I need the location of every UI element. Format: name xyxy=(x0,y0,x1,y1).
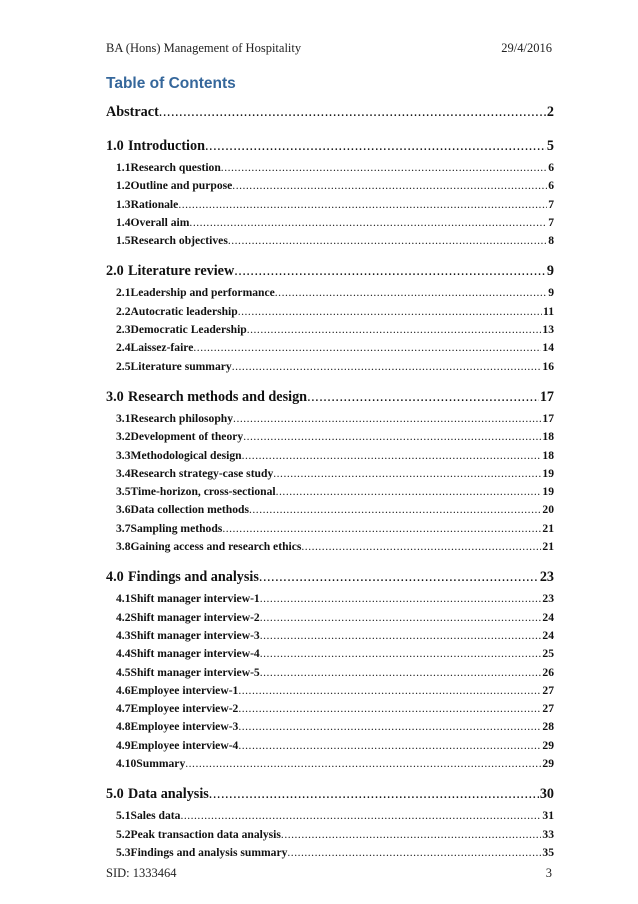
toc-entry-title: Democratic Leadership xyxy=(130,323,247,337)
toc-section-entry[interactable] xyxy=(106,263,554,286)
toc-dot-leader xyxy=(281,828,541,841)
toc-subsection-entry[interactable] xyxy=(106,611,554,629)
toc-entry-page: 26 xyxy=(542,665,554,679)
toc-subsection-entry[interactable] xyxy=(106,286,554,304)
toc-dot-leader xyxy=(178,198,547,211)
toc-entry-page: 25 xyxy=(542,647,554,661)
toc-dot-leader xyxy=(193,341,541,354)
toc-entry-title: Research objectives xyxy=(130,234,228,248)
toc-section xyxy=(106,138,554,252)
toc-entry-title: Data analysis xyxy=(127,786,209,803)
toc-dot-leader xyxy=(273,467,541,480)
toc-entry-page: 33 xyxy=(542,827,554,841)
toc-entry-page: 28 xyxy=(542,720,554,734)
header-date: 29/4/2016 xyxy=(501,41,552,55)
toc-entry-number: 4.9 xyxy=(116,738,131,752)
toc-entry-number: 3.0 xyxy=(106,388,124,405)
toc-entry-number: 2.3 xyxy=(116,323,131,337)
toc-dot-leader xyxy=(222,522,541,535)
toc-section xyxy=(106,104,554,127)
toc-entry-title: Introduction xyxy=(127,138,205,154)
toc-subsection-entry[interactable] xyxy=(106,198,554,216)
toc-section-entry[interactable] xyxy=(106,389,554,412)
toc-subsection-entry[interactable] xyxy=(106,666,554,684)
toc-entry-number: 1.0 xyxy=(106,138,124,154)
toc-section xyxy=(106,389,554,558)
toc-dot-leader xyxy=(242,449,542,462)
toc-section xyxy=(106,786,554,864)
toc-entry-title: Abstract xyxy=(106,104,159,120)
toc-entry-page: 23 xyxy=(542,592,554,606)
toc-entry-page: 14 xyxy=(542,341,554,355)
toc-entry-title: Employee interview-1 xyxy=(130,683,239,697)
toc-entry-page: 21 xyxy=(542,540,554,554)
toc-entry-page: 9 xyxy=(546,263,554,280)
toc-dot-leader xyxy=(243,430,541,443)
toc-entry-number: 3.6 xyxy=(116,503,131,517)
toc-subsection-entry[interactable] xyxy=(106,757,554,775)
toc-entry-number: 2.4 xyxy=(116,341,131,355)
toc-entry-page: 24 xyxy=(542,610,554,624)
toc-entry-number: 4.3 xyxy=(116,628,131,642)
toc-entry-title: Research methods and design xyxy=(127,388,308,405)
toc-section-entry[interactable] xyxy=(106,569,554,592)
toc-entry-number: 3.3 xyxy=(116,448,131,462)
toc-dot-leader xyxy=(260,611,542,624)
toc-entry-number: 4.1 xyxy=(116,592,131,606)
toc-entry-title: Sales data xyxy=(130,809,181,823)
toc-entry-number: 3.7 xyxy=(116,521,131,535)
toc-entry-title: Development of theory xyxy=(130,430,244,444)
page-header xyxy=(106,41,552,56)
toc-entry-page: 13 xyxy=(542,323,554,337)
toc-dot-leader xyxy=(233,412,541,425)
toc-entry-page: 9 xyxy=(548,286,554,300)
toc-entry-page: 23 xyxy=(539,569,554,586)
toc-entry-number: 2.2 xyxy=(116,304,131,318)
toc-subsection-entry[interactable] xyxy=(106,179,554,197)
toc-entry-title: Summary xyxy=(136,757,186,771)
toc-entry-page: 27 xyxy=(542,683,554,697)
toc-subsection-entry[interactable] xyxy=(106,522,554,540)
toc-entry-title: Findings and analysis summary xyxy=(130,845,288,859)
toc-dot-leader xyxy=(234,263,546,280)
toc-dot-leader xyxy=(260,629,542,642)
toc-dot-leader xyxy=(259,569,539,586)
toc-entry-page: 17 xyxy=(542,411,554,425)
footer-student-id: SID: 1333464 xyxy=(106,866,177,880)
toc-heading: Table of Contents xyxy=(106,75,236,92)
toc-subsection-entry[interactable] xyxy=(106,216,554,234)
toc-subsection-entry[interactable] xyxy=(106,846,554,864)
toc-entry-number: 5.0 xyxy=(106,786,124,803)
toc-entry-page: 6 xyxy=(548,161,554,174)
toc-entry-title: Research question xyxy=(130,161,221,174)
toc-dot-leader xyxy=(307,389,539,406)
toc-entry-number: 4.0 xyxy=(106,569,124,586)
footer-page-number: 3 xyxy=(545,866,552,880)
toc-entry-page: 27 xyxy=(542,702,554,716)
toc-entry-number: 5.1 xyxy=(116,809,131,823)
toc-subsection-entry[interactable] xyxy=(106,702,554,720)
toc-section xyxy=(106,263,554,377)
toc-subsection-entry[interactable] xyxy=(106,647,554,665)
toc-dot-leader xyxy=(185,757,541,770)
toc-entry-title: Autocratic leadership xyxy=(130,304,238,318)
toc-entry-title: Research philosophy xyxy=(130,411,234,425)
toc-dot-leader xyxy=(260,647,542,660)
toc-subsection-entry[interactable] xyxy=(106,720,554,738)
toc-entry-number: 4.6 xyxy=(116,683,131,697)
toc-entry-number: 2.1 xyxy=(116,286,131,300)
toc-entry-title: Leadership and performance xyxy=(130,286,275,300)
toc-entry-title: Methodological design xyxy=(130,448,242,462)
toc-entry-number: 4.2 xyxy=(116,610,131,624)
toc-dot-leader xyxy=(221,161,547,174)
toc-entry-title: Findings and analysis xyxy=(127,569,259,586)
toc-entry-number: 2.5 xyxy=(116,359,131,373)
toc-entry-number: 4.5 xyxy=(116,665,131,679)
toc-entry-title: Employee interview-2 xyxy=(130,702,239,716)
toc-entry-page: 16 xyxy=(542,359,554,373)
toc-subsection-entry[interactable] xyxy=(106,592,554,610)
toc-dot-leader xyxy=(260,592,542,605)
toc-entry-page: 18 xyxy=(542,430,554,444)
toc-entry-number: 1.5 xyxy=(116,234,131,248)
toc-entry-number: 4.4 xyxy=(116,647,131,661)
toc-entry-page: 21 xyxy=(542,521,554,535)
toc-entry-number: 4.8 xyxy=(116,720,131,734)
toc-entry-title: Gaining access and research ethics xyxy=(130,540,302,554)
toc-entry-number: 3.2 xyxy=(116,430,131,444)
toc-subsection-entry[interactable] xyxy=(106,828,554,846)
toc-dot-leader xyxy=(232,179,547,192)
toc-subsection-entry[interactable] xyxy=(106,467,554,485)
toc-entry-number: 4.7 xyxy=(116,702,131,716)
toc-dot-leader xyxy=(189,216,547,229)
toc-entry-page: 29 xyxy=(542,757,554,771)
toc-section xyxy=(106,569,554,775)
toc-entry-title: Peak transaction data analysis xyxy=(130,827,281,841)
toc-subsection-entry[interactable] xyxy=(106,739,554,757)
toc-entry-title: Employee interview-4 xyxy=(130,738,239,752)
toc-section-entry[interactable] xyxy=(106,104,554,127)
toc-entry-title: Data collection methods xyxy=(130,503,249,517)
toc-entry-number: 3.4 xyxy=(116,466,131,480)
toc-entry-number: 5.3 xyxy=(116,845,131,859)
toc-subsection-entry[interactable] xyxy=(106,485,554,503)
toc-dot-leader xyxy=(275,286,547,299)
toc-entry-page: 6 xyxy=(548,179,554,193)
toc-entry-page: 30 xyxy=(539,786,554,803)
toc-entry-number: 4.10 xyxy=(116,757,137,771)
toc-entry-number: 3.5 xyxy=(116,485,131,499)
toc-dot-leader xyxy=(205,138,546,155)
toc-entry-title: Shift manager interview-1 xyxy=(130,592,260,606)
toc-dot-leader xyxy=(301,540,541,553)
toc-dot-leader xyxy=(209,786,539,803)
table-of-contents xyxy=(106,104,554,875)
toc-subsection-entry[interactable] xyxy=(106,684,554,702)
toc-entry-page: 20 xyxy=(542,503,554,517)
toc-entry-page: 19 xyxy=(542,485,554,499)
toc-entry-title: Literature summary xyxy=(130,359,232,373)
toc-entry-number: 3.8 xyxy=(116,540,131,554)
toc-entry-page: 7 xyxy=(548,215,554,229)
toc-entry-title: Laissez-faire xyxy=(130,341,194,355)
toc-dot-leader xyxy=(238,305,542,318)
toc-entry-page: 19 xyxy=(542,466,554,480)
toc-dot-leader xyxy=(238,684,541,697)
toc-subsection-entry[interactable] xyxy=(106,341,554,359)
header-course-title: BA (Hons) Management of Hospitality xyxy=(106,41,302,55)
toc-subsection-entry[interactable] xyxy=(106,540,554,558)
toc-subsection-entry[interactable] xyxy=(106,360,554,378)
toc-dot-leader xyxy=(238,720,541,733)
toc-entry-page: 29 xyxy=(542,738,554,752)
toc-dot-leader xyxy=(180,809,541,822)
toc-section-entry[interactable] xyxy=(106,786,554,809)
toc-dot-leader xyxy=(260,666,542,679)
toc-entry-page: 11 xyxy=(543,304,554,318)
toc-subsection-entry[interactable] xyxy=(106,412,554,430)
toc-entry-page: 17 xyxy=(539,388,554,405)
toc-subsection-entry[interactable] xyxy=(106,629,554,647)
toc-entry-title: Sampling methods xyxy=(130,521,223,535)
toc-entry-page: 2 xyxy=(546,104,554,120)
toc-entry-page: 18 xyxy=(542,448,554,462)
toc-dot-leader xyxy=(228,234,547,247)
toc-dot-leader xyxy=(247,323,542,336)
toc-entry-page: 5 xyxy=(546,138,554,154)
toc-entry-number: 5.2 xyxy=(116,827,131,841)
toc-subsection-entry[interactable] xyxy=(106,449,554,467)
toc-dot-leader xyxy=(249,503,541,516)
toc-entry-title: Rationale xyxy=(130,197,179,211)
toc-section-entry[interactable] xyxy=(106,138,554,161)
toc-entry-title: Shift manager interview-3 xyxy=(130,628,260,642)
toc-entry-title: Literature review xyxy=(127,263,235,280)
toc-subsection-entry[interactable] xyxy=(106,503,554,521)
toc-entry-title: Overall aim xyxy=(130,215,190,229)
toc-entry-title: Employee interview-3 xyxy=(130,720,239,734)
toc-entry-number: 1.3 xyxy=(116,197,131,211)
toc-entry-title: Time-horizon, cross-sectional xyxy=(130,485,276,499)
toc-entry-number: 1.4 xyxy=(116,215,131,229)
toc-entry-title: Shift manager interview-5 xyxy=(130,665,260,679)
toc-entry-page: 24 xyxy=(542,628,554,642)
page-footer xyxy=(106,866,552,881)
toc-entry-title: Research strategy-case study xyxy=(130,466,274,480)
toc-dot-leader xyxy=(238,739,541,752)
toc-subsection-entry[interactable] xyxy=(106,305,554,323)
toc-entry-page: 35 xyxy=(542,845,554,859)
toc-entry-title: Shift manager interview-2 xyxy=(130,610,260,624)
toc-subsection-entry[interactable] xyxy=(106,809,554,827)
toc-entry-number: 3.1 xyxy=(116,411,131,425)
toc-entry-page: 31 xyxy=(542,809,554,823)
toc-dot-leader xyxy=(238,702,541,715)
toc-subsection-entry[interactable] xyxy=(106,323,554,341)
toc-entry-number: 1.1 xyxy=(116,161,131,174)
toc-dot-leader xyxy=(287,846,541,859)
toc-subsection-entry[interactable] xyxy=(106,234,554,252)
toc-entry-page: 7 xyxy=(548,197,554,211)
toc-dot-leader xyxy=(159,104,546,121)
toc-entry-number: 1.2 xyxy=(116,179,131,193)
toc-entry-title: Shift manager interview-4 xyxy=(130,647,260,661)
toc-dot-leader xyxy=(232,360,542,373)
toc-subsection-entry[interactable] xyxy=(106,430,554,448)
toc-dot-leader xyxy=(276,485,542,498)
toc-entry-title: Outline and purpose xyxy=(130,179,233,193)
toc-entry-page: 8 xyxy=(548,234,554,248)
toc-subsection-entry[interactable] xyxy=(106,161,554,179)
toc-entry-number: 2.0 xyxy=(106,263,124,280)
